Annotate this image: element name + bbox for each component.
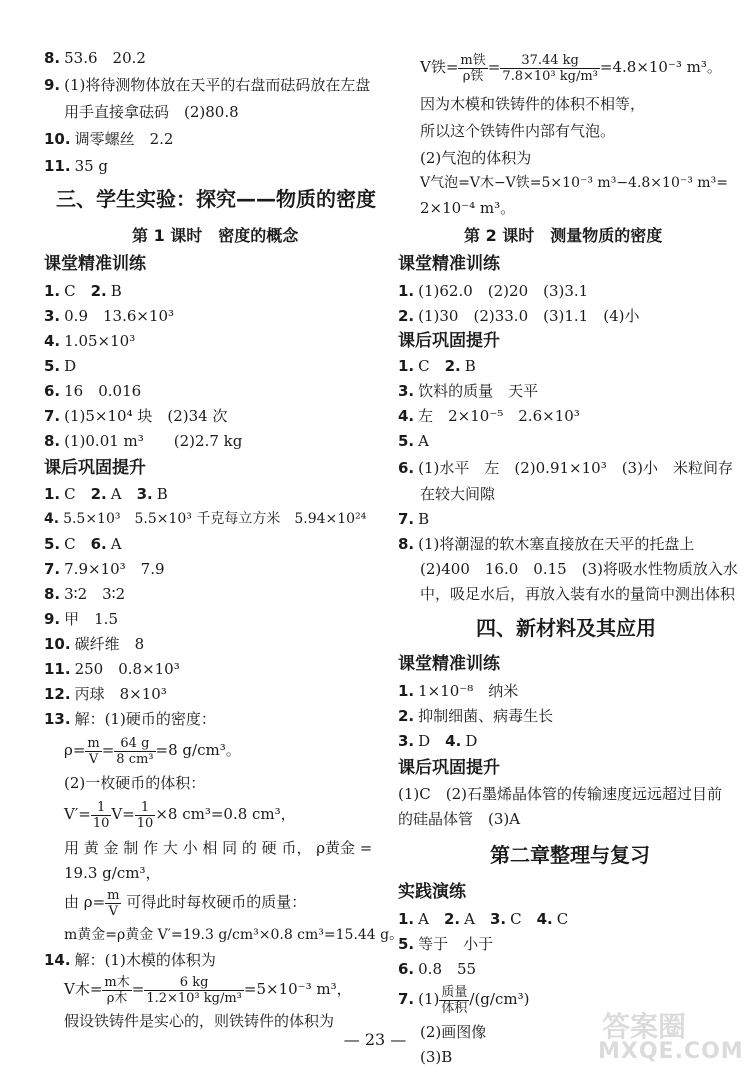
answer-line: 中，吸足水后，再放入装有水的量筒中测出体积 [420,585,736,603]
answer-line: (2)400 16.0 0.15 (3)将吸水性物质放入水 [420,560,738,578]
answer-line: 1. C 2. A 3. B [44,485,168,503]
watermark-bottom-text: MXQE.COM [598,1039,744,1064]
answer-line: 3. 0.9 13.6×10³ [44,307,175,325]
answer-line: V气泡=V木−V铁=5×10⁻³ m³−4.8×10⁻³ m³= [420,175,728,191]
subsection-title: 课堂精准训练 [398,654,500,674]
answer-line: 9. 甲 1.5 [44,610,118,628]
answer-line: 10. 碳纤维 8 [44,635,145,653]
formula-line: V木= $\frac{\text{m木}}{\text{ρ木}}$ = $\frac{6 kg}{\text{1.2×10³ kg/m³}}$ =5×10⁻³ m³， [64,974,352,1006]
answer-line: 7. B [398,510,430,528]
answer-line: 10. 调零螺丝 2.2 [44,130,174,148]
answer-line: (1)C (2)石墨烯晶体管的传输速度远远超过目前 [398,785,722,803]
answer-line: 11. 250 0.8×10³ [44,660,180,678]
answer-line: 3. D 4. D [398,732,478,750]
answer-line: 用 黄 金 制 作 大 小 相 同 的 硬 币， ρ黄金 = [64,839,373,857]
answer-line: 用手直接拿砝码 (2)80.8 [64,103,239,121]
answer-line: 1. C 2. B [398,357,476,375]
answer-line: 1. A 2. A 3. C 4. C [398,910,569,928]
answer-line: 4. 5.5×10³ 5.5×10³ 千克每立方米 5.94×10²⁴ [44,511,367,527]
lesson-title: 第 1 课时 密度的概念 [132,226,299,245]
answer-line: 8. 3∶2 3∶2 [44,585,126,603]
formula-line: ρ= $\frac{m}{V}$ = $\frac{64 g}{\text{8 cm³}}$ =8 g/cm³。 [64,735,241,767]
formula-line: V′= $\frac{1}{10}$ V= $\frac{1}{10}$ ×8 cm³=0.8 cm³， [64,799,296,831]
answer-line: 1. 1×10⁻⁸ 纳米 [398,682,519,700]
answer-line: 4. 左 2×10⁻⁵ 2.6×10³ [398,407,580,425]
answer-line: 2×10⁻⁴ m³。 [420,199,516,217]
section-title: 三、学生实验：探究——物质的密度 [56,187,376,211]
answer-line: 因为木模和铁铸件的体积不相等， [420,95,646,113]
formula-line: 7. (1) $\frac{\text{质量}}{\text{体积}}$ /(g/cm³) [398,984,530,1016]
answer-line: 8. 53.6 20.2 [44,49,146,67]
answer-line: 在较大间隙 [420,485,496,503]
answer-line: 所以这个铁铸件内部有气泡。 [420,122,616,140]
subsection-title: 课堂精准训练 [398,254,500,274]
answer-line: (2)画图像 [420,1023,487,1041]
answer-line: 6. (1)水平 左 (2)0.91×10³ (3)小 米粒间存 [398,459,733,477]
watermark-top-text: 答案圈 [602,1010,687,1043]
page-number: — 23 — [343,1030,407,1049]
answer-line: 4. 1.05×10³ [44,332,136,350]
answer-line: 2. 抑制细菌、病毒生长 [398,707,554,725]
answer-line: 14. 解：(1)木模的体积为 [44,951,216,969]
answer-line: 13. 解：(1)硬币的密度： [44,710,216,728]
answer-line: 5. D [44,357,77,375]
chapter-title: 第二章整理与复习 [490,843,650,867]
answer-line: (3)B [420,1048,453,1066]
formula-line: V铁= $\frac{\text{m铁}}{\text{ρ铁}}$ = $\frac{37.44 kg}{\text{7.8×10³ kg/m³}}$ =4.8×10⁻³ m³。 [420,52,722,84]
subsection-title: 课后巩固提升 [44,458,146,478]
subsection-title: 实践演练 [398,882,466,902]
formula-line: 由 ρ= $\frac{m}{V}$ 可得此时每枚硬币的质量： [64,887,307,919]
answer-line: 假设铁铸件是实心的，则铁铸件的体积为 [64,1012,335,1030]
answer-line: (2)气泡的体积为 [420,149,532,167]
answer-line: 3. 饮料的质量 天平 [398,382,539,400]
answer-line: 5. A [398,432,429,450]
subsection-title: 课后巩固提升 [398,758,500,778]
answer-line: 7. (1)5×10⁴ 块 (2)34 次 [44,407,228,425]
answer-line: 5. C 6. A [44,535,122,553]
answer-line: 1. (1)62.0 (2)20 (3)3.1 [398,282,589,300]
section-title: 四、新材料及其应用 [476,616,656,640]
answer-line: 6. 0.8 55 [398,960,477,978]
answer-line: 11. 35 g [44,157,109,175]
answer-line: 12. 丙球 8×10³ [44,685,167,703]
subsection-title: 课堂精准训练 [44,254,146,274]
answer-line: 2. (1)30 (2)33.0 (3)1.1 (4)小 [398,307,640,325]
answer-line: 19.3 g/cm³， [64,864,161,882]
answer-line: 5. 等于 小于 [398,935,494,953]
watermark-logo [592,1005,742,1067]
answer-line: 8. (1)将潮湿的软木塞直接放在天平的托盘上 [398,535,695,553]
answer-line: 8. (1)0.01 m³ (2)2.7 kg [44,432,243,450]
answer-line: 6. 16 0.016 [44,382,142,400]
lesson-title: 第 2 课时 测量物质的密度 [464,226,663,245]
answer-line: 9. (1)将待测物体放在天平的右盘而砝码放在左盘 [44,76,371,94]
subsection-title: 课后巩固提升 [398,331,500,351]
answer-line: 的硅晶体管 (3)A [398,810,521,828]
answer-line: 7. 7.9×10³ 7.9 [44,560,165,578]
answer-line: (2)一枚硬币的体积： [64,774,206,792]
answer-line: m黄金=ρ黄金 V′=19.3 g/cm³×0.8 cm³=15.44 g。 [64,927,404,943]
answer-line: 1. C 2. B [44,282,122,300]
